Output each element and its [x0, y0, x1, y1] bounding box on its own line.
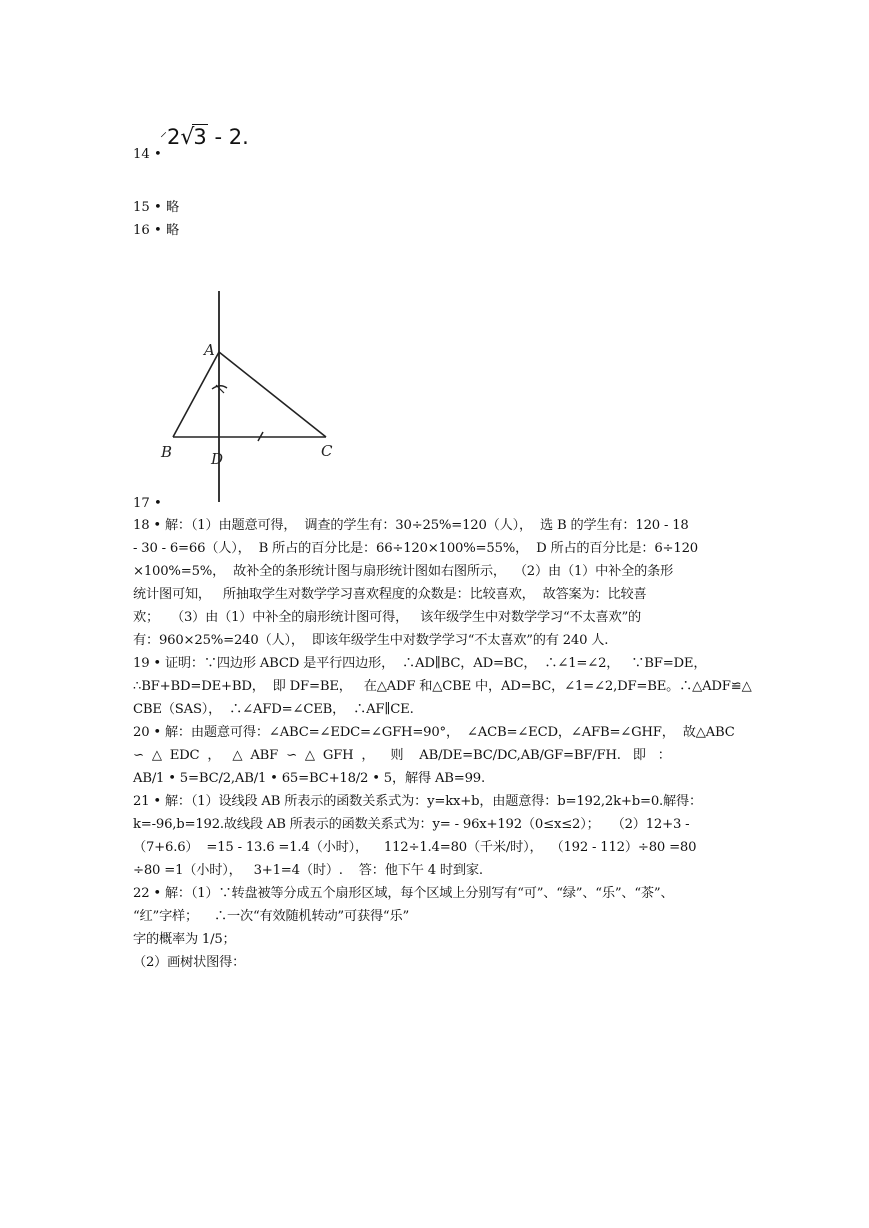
q20-line-3: AB/1 • 5=BC/2,AB/1 • 65=BC+18/2 • 5，解得 AB=99. — [133, 771, 485, 786]
side-ab — [173, 352, 219, 437]
q18-line-5: 欢； （3）由（1）中补全的扇形统计图可得， 该年级学生中对数学学习“不太喜欢”的 — [133, 610, 641, 625]
label-c: C — [321, 442, 333, 460]
q18-line-6: 有：960×25%=240（人）， 即该年级学生中对数学学习“不太喜欢”的有 240 人. — [133, 633, 609, 648]
q16-answer: 16 • 略 — [133, 223, 180, 238]
q14-coefficient: 2 — [167, 125, 181, 149]
side-ac — [219, 352, 326, 437]
radicand: 3 — [193, 125, 207, 149]
q19-line-1: 19 • 证明：∵四边形 ABCD 是平行四边形， ∴AD∥BC，AD=BC， ∴∠1=∠2， ∵BF=DE， — [133, 656, 707, 671]
q21-line-2: k=-96,b=192.故线段 AB 所表示的函数关系式为：y= - 96x+192（0≤x≤2）； （2）12+3 - — [133, 817, 690, 832]
q20-line-2: ∽ △ EDC ， △ ABF ∽ △ GFH ， 则 AB/DE=BC/DC,AB/GF=BF/FH. 即 ： — [133, 748, 671, 763]
q21-line-4: ÷80 =1（小时）， 3+1=4（时）. 答：他下午 4 时到家. — [133, 863, 483, 878]
q19-line-2: ∴BF+BD=DE+BD， 即 DF=BE， 在△ADF 和△CBE 中，AD=BC，∠1=∠2,DF=BE。∴△ADF≌△ — [133, 679, 752, 694]
q18-line-2: - 30 - 6=66（人）， B 所占的百分比是：66÷120×100%=55%， D 所占的百分比是：6÷120 — [133, 541, 698, 556]
q14-sqrt-expression: ⸍2√3 - 2. — [160, 125, 249, 150]
triangle-figure — [150, 285, 350, 507]
q18-line-3: ×100%=5%， 故补全的条形统计图与扇形统计图如右图所示， （2）由（1）中补全的条形 — [133, 564, 674, 579]
q22-line-1: 22 • 解：（1）∵转盘被等分成五个扇形区域，每个区域上分别写有“可”、“绿”、“乐”、“茶”、 — [133, 886, 674, 901]
q20-line-1: 20 • 解：由题意可得：∠ABC=∠EDC=∠GFH=90°， ∠ACB=∠ECD，∠AFB=∠GHF， 故△ABC — [133, 725, 735, 740]
q18-line-4: 统计图可知， 所抽取学生对数学学习喜欢程度的众数是：比较喜欢， 故答案为：比较喜 — [133, 587, 647, 602]
q22-line-3: 字的概率为 1/5； — [133, 932, 236, 947]
q17-number: 17 • — [133, 496, 162, 511]
label-b: B — [161, 443, 173, 461]
q19-line-3: CBE（SAS）， ∴∠AFD=∠CEB， ∴AF∥CE. — [133, 702, 414, 717]
q22-line-2: “红”字样； ∴一次“有效随机转动”可获得“乐” — [133, 909, 410, 924]
q22-line-4: （2）画树状图得： — [133, 955, 246, 970]
q18-line-1: 18 • 解：（1）由题意可得， 调查的学生有：30÷25%=120（人）， 选 B 的学生有：120 - 18 — [133, 518, 689, 533]
q21-line-1: 21 • 解：（1）设线段 AB 所表示的函数关系式为：y=kx+b，由题意得：b=192,2k+b=0.解得： — [133, 794, 702, 809]
radical-sign: √ — [180, 125, 195, 150]
q14-number: 14 • — [133, 147, 162, 162]
label-a: A — [204, 341, 215, 359]
q21-line-3: （7+6.6） =15 - 13.6 =1.4（小时）， 112÷1.4=80（千米/时）， （192 - 112）÷80 =80 — [133, 840, 697, 855]
label-d: D — [211, 450, 224, 468]
q15-answer: 15 • 略 — [133, 200, 180, 215]
q14-suffix: - 2. — [207, 125, 249, 149]
